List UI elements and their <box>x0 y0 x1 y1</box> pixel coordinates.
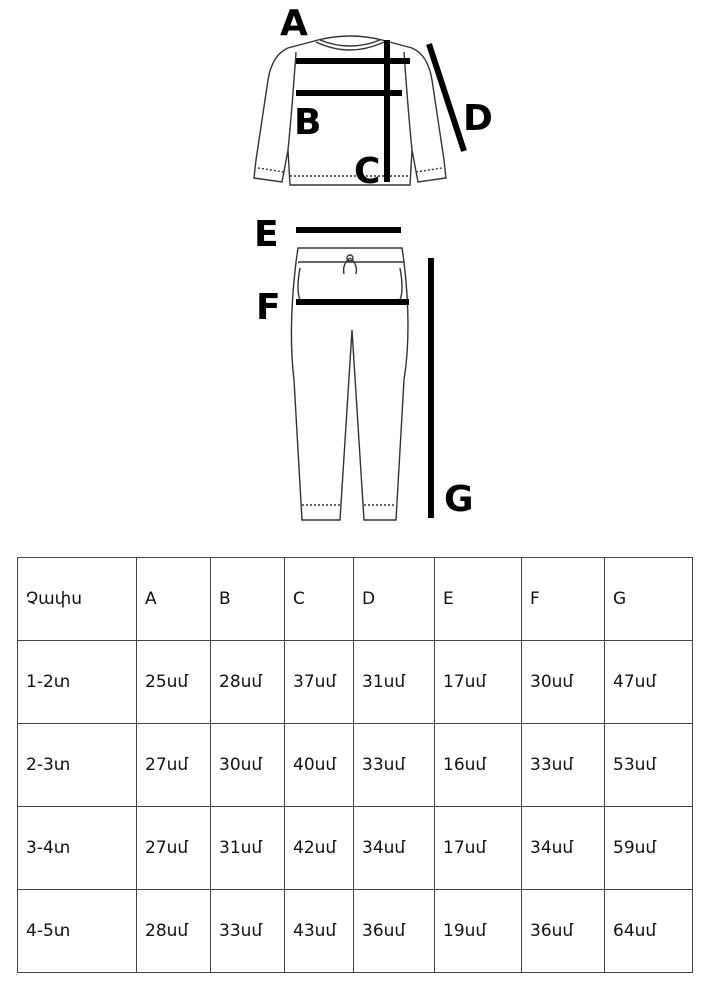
header-cell: D <box>354 558 435 641</box>
label-f: F <box>256 287 281 328</box>
table-cell: 43սմ <box>285 890 354 973</box>
table-cell: 33սմ <box>211 890 285 973</box>
header-cell: E <box>435 558 522 641</box>
table-cell: 40սմ <box>285 724 354 807</box>
table-cell: 31սմ <box>211 807 285 890</box>
label-b: B <box>294 102 322 143</box>
table-cell: 30սմ <box>211 724 285 807</box>
table-cell: 1-2տ <box>18 641 137 724</box>
size-table <box>17 557 693 973</box>
table-cell: 36սմ <box>522 890 605 973</box>
pants-illustration <box>291 248 408 520</box>
table-cell: 33սմ <box>354 724 435 807</box>
table-cell: 31սմ <box>354 641 435 724</box>
table-cell: 34սմ <box>522 807 605 890</box>
table-cell: 25սմ <box>137 641 211 724</box>
table-cell: 28սմ <box>211 641 285 724</box>
table-row <box>18 641 693 724</box>
table-cell: 30սմ <box>522 641 605 724</box>
table-cell: 64սմ <box>605 890 693 973</box>
table-cell: 2-3տ <box>18 724 137 807</box>
header-cell: C <box>285 558 354 641</box>
table-cell: 27սմ <box>137 807 211 890</box>
header-cell: Չափս <box>18 558 137 641</box>
table-row <box>18 724 693 807</box>
table-cell: 53սմ <box>605 724 693 807</box>
header-cell: A <box>137 558 211 641</box>
label-c: C <box>354 151 381 192</box>
table-header-row <box>18 558 693 641</box>
table-cell: 3-4տ <box>18 807 137 890</box>
header-cell: B <box>211 558 285 641</box>
table-cell: 59սմ <box>605 807 693 890</box>
label-g: G <box>444 479 474 520</box>
label-e: E <box>254 214 279 255</box>
table-row <box>18 890 693 973</box>
table-cell: 34սմ <box>354 807 435 890</box>
table-cell: 27սմ <box>137 724 211 807</box>
table-row <box>18 807 693 890</box>
label-d: D <box>463 98 493 139</box>
header-cell: G <box>605 558 693 641</box>
table-cell: 17սմ <box>435 641 522 724</box>
table-cell: 33սմ <box>522 724 605 807</box>
table-cell: 42սմ <box>285 807 354 890</box>
header-cell: F <box>522 558 605 641</box>
table-cell: 4-5տ <box>18 890 137 973</box>
table-cell: 47սմ <box>605 641 693 724</box>
table-cell: 36սմ <box>354 890 435 973</box>
table-cell: 37սմ <box>285 641 354 724</box>
table-cell: 17սմ <box>435 807 522 890</box>
label-a: A <box>280 3 308 44</box>
table-cell: 28սմ <box>137 890 211 973</box>
table-cell: 19սմ <box>435 890 522 973</box>
table-cell: 16սմ <box>435 724 522 807</box>
